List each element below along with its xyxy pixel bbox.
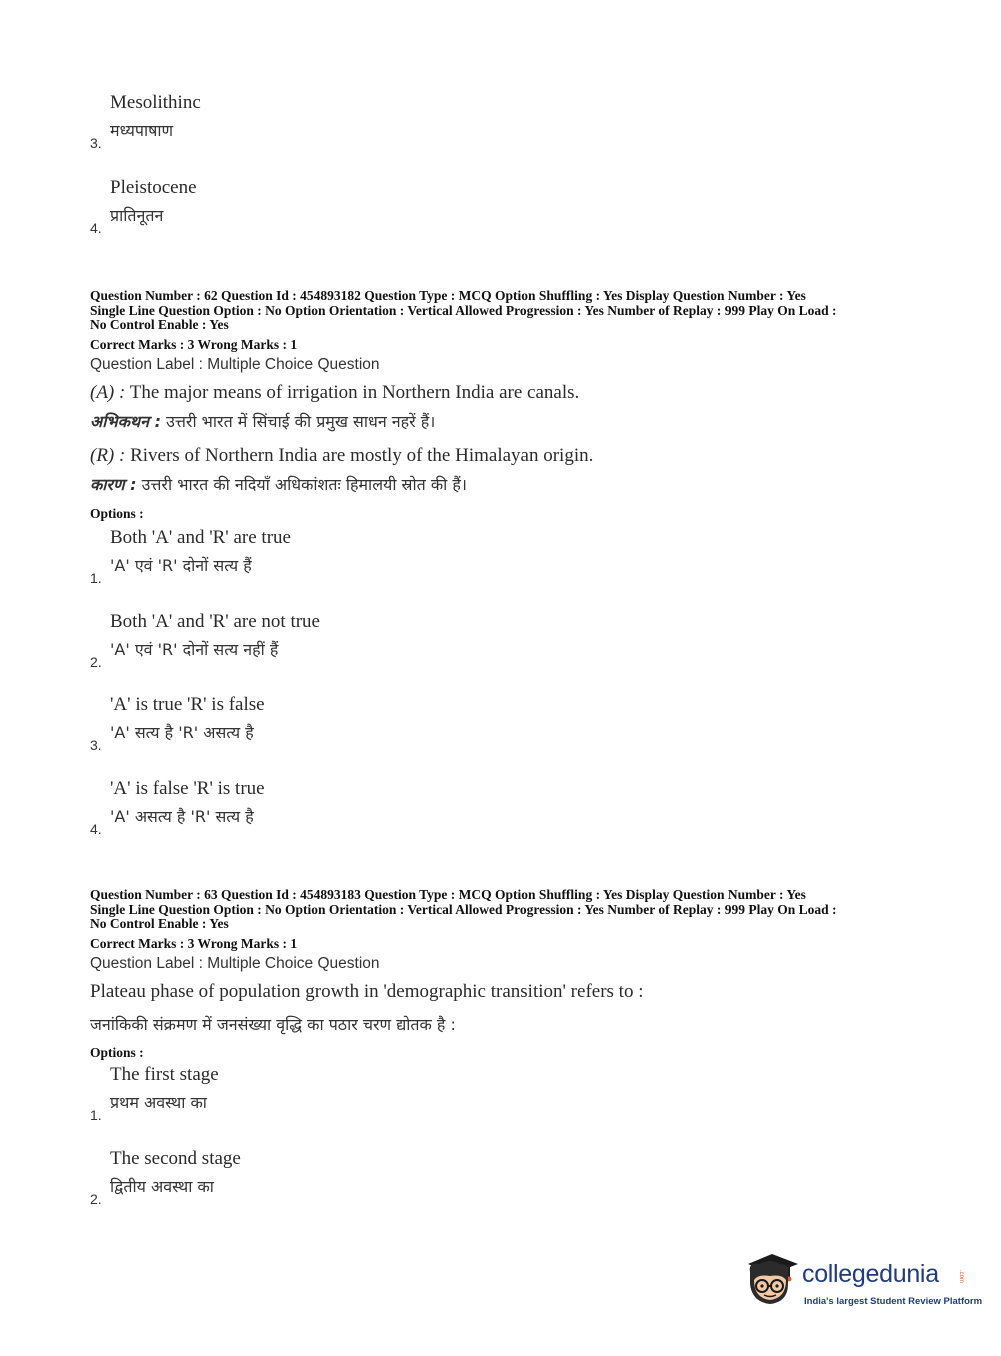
option-hindi: द्वितीय अवस्था का <box>110 1177 214 1196</box>
brand-dotcom: .com <box>958 1270 964 1284</box>
meta-line: Question Number : 62 Question Id : 454893182 Question Type : MCQ Option Shuffling : Yes Display Question Number : Yes <box>90 288 806 303</box>
reason-tag: (R) : <box>90 445 126 466</box>
option-number: 2. <box>90 654 102 670</box>
option-english: 'A' is true 'R' is false <box>110 694 265 715</box>
option-english: The first stage <box>110 1064 219 1085</box>
assertion-hi-tag: अभिकथन : <box>90 412 161 431</box>
reason-text: Rivers of Northern India are mostly of the Himalayan origin. <box>125 445 594 466</box>
option-hindi: प्रातिनूतन <box>110 206 164 225</box>
assertion-tag: (A) : <box>90 382 126 403</box>
q62-options-label: Options : <box>90 506 144 521</box>
option-number: 3. <box>90 135 102 151</box>
option-hindi: प्रथम अवस्था का <box>110 1093 207 1112</box>
q63-marks: Correct Marks : 3 Wrong Marks : 1 <box>90 936 298 951</box>
option-number: 1. <box>90 1107 102 1123</box>
option-english: Pleistocene <box>110 177 197 198</box>
option-hindi: 'A' असत्य है 'R' सत्य है <box>110 807 254 826</box>
option-number: 4. <box>90 220 102 236</box>
q63-question-english: Plateau phase of population growth in 'demographic transition' refers to : <box>90 981 644 1002</box>
q63-metadata <box>90 888 920 932</box>
assertion-text: The major means of irrigation in Northern India are canals. <box>125 382 580 403</box>
option-hindi: 'A' सत्य है 'R' असत्य है <box>110 723 254 742</box>
reason-hi-text: उत्तरी भारत की नदियाँ अधिकांशतः हिमालयी स्रोत की हैं। <box>136 475 467 494</box>
meta-line: Single Line Question Option : No Option Orientation : Vertical Allowed Progression : Yes Number of Replay : 999 Play On Load : <box>90 302 837 318</box>
q62-reason-hindi <box>90 473 467 495</box>
option-hindi: 'A' एवं 'R' दोनों सत्य हैं <box>110 556 252 575</box>
meta-line: Single Line Question Option : No Option Orientation : Vertical Allowed Progression : Yes Number of Replay : 999 Play On Load : <box>90 901 837 917</box>
option-number: 2. <box>90 1191 102 1207</box>
option-hindi: 'A' एवं 'R' दोनों सत्य नहीं हैं <box>110 640 279 659</box>
option-english: Both 'A' and 'R' are not true <box>110 611 320 632</box>
mascot-icon <box>742 1250 800 1310</box>
q62-marks: Correct Marks : 3 Wrong Marks : 1 <box>90 337 298 352</box>
option-english: 'A' is false 'R' is true <box>110 778 265 799</box>
q63-options-label: Options : <box>90 1045 144 1060</box>
meta-line: No Control Enable : Yes <box>90 317 229 332</box>
q62-question-label: Question Label : Multiple Choice Question <box>90 356 380 373</box>
meta-line: Question Number : 63 Question Id : 454893183 Question Type : MCQ Option Shuffling : Yes Display Question Number : Yes <box>90 887 806 902</box>
brand-name: collegedunia <box>802 1260 939 1288</box>
option-english: The second stage <box>110 1148 241 1169</box>
q62-metadata <box>90 289 920 333</box>
q62-assertion-english <box>90 382 579 404</box>
collegedunia-logo[interactable] <box>742 1250 983 1312</box>
q62-reason-english <box>90 445 593 467</box>
q62-assertion-hindi <box>90 410 435 432</box>
brand-tagline: India's largest Student Review Platform <box>804 1296 983 1307</box>
option-number: 4. <box>90 821 102 837</box>
assertion-hi-text: उत्तरी भारत में सिंचाई की प्रमुख साधन नहरें हैं। <box>160 412 436 431</box>
option-number: 3. <box>90 737 102 753</box>
q63-question-hindi: जनांकिकी संक्रमण में जनसंख्या वृद्धि का पठार चरण द्योतक है : <box>90 1015 456 1034</box>
option-english: Both 'A' and 'R' are true <box>110 527 291 548</box>
reason-hi-tag: कारण : <box>90 475 137 494</box>
option-hindi: मध्यपाषाण <box>110 121 174 140</box>
option-english: Mesolithinc <box>110 92 201 113</box>
q63-question-label: Question Label : Multiple Choice Question <box>90 955 380 972</box>
meta-line: No Control Enable : Yes <box>90 916 229 931</box>
option-number: 1. <box>90 570 102 586</box>
